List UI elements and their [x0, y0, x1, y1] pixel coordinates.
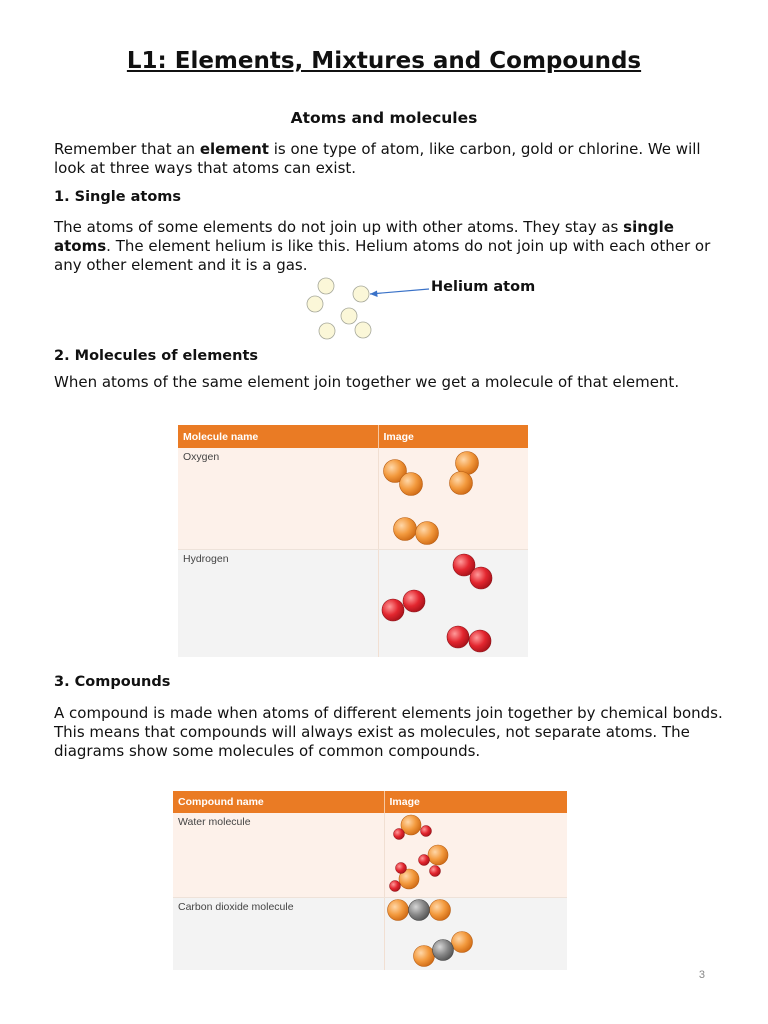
- table-cell-name: Hydrogen: [178, 549, 378, 657]
- hydrogen-atom: [419, 855, 430, 866]
- hydrogen-atom: [421, 826, 432, 837]
- pointer-arrow: [370, 289, 429, 294]
- hydrogen-atom: [403, 590, 425, 612]
- column-header: Compound name: [173, 791, 384, 813]
- compound-molecules-diagram: [385, 813, 465, 973]
- hydrogen-atom: [396, 863, 407, 874]
- compounds-heading: 3. Compounds: [54, 674, 171, 690]
- oxygen-atom: [388, 900, 409, 921]
- table-cell-name: Oxygen: [178, 448, 378, 549]
- hydrogen-atom: [382, 599, 404, 621]
- hydrogen-atom: [469, 630, 491, 652]
- column-header: Molecule name: [178, 425, 378, 448]
- oxygen-atom: [430, 900, 451, 921]
- compounds-table: [173, 791, 567, 970]
- column-header: Image: [384, 791, 567, 813]
- oxygen-atom: [428, 845, 448, 865]
- hydrogen-atom: [394, 829, 405, 840]
- element-molecules-diagram: [378, 448, 528, 658]
- molecules-heading: 2. Molecules of elements: [54, 348, 259, 364]
- single-atoms-heading: 1. Single atoms: [54, 189, 182, 205]
- helium-atoms-diagram: [300, 274, 440, 344]
- oxygen-atom: [450, 472, 473, 495]
- page-number: 3: [698, 969, 705, 981]
- oxygen-atom: [414, 946, 435, 967]
- helium-atom: [319, 323, 335, 339]
- carbon-dioxide-molecule: [388, 900, 451, 921]
- oxygen-atom: [394, 518, 417, 541]
- section-subtitle: Atoms and molecules: [290, 109, 478, 127]
- page-title: L1: Elements, Mixtures and Compounds: [126, 48, 642, 74]
- molecules-paragraph: When atoms of the same element join together we get a molecule of that element.: [54, 373, 680, 391]
- arrow-head-icon: [370, 291, 378, 298]
- hydrogen-atom: [430, 866, 441, 877]
- single-atoms-paragraph: The atoms of some elements do not join up with other atoms. They stay as single atoms. The element helium is like this. Helium atoms do not join up with each other or any other element and it is a gas.: [54, 218, 711, 274]
- oxygen-atom: [456, 452, 479, 475]
- helium-atom: [318, 278, 334, 294]
- helium-atom: [355, 322, 371, 338]
- water-molecule: [419, 845, 449, 877]
- water-molecule: [394, 815, 432, 840]
- table-cell-name: Water molecule: [173, 813, 384, 897]
- carbon-dioxide-molecule: [414, 932, 473, 967]
- hydrogen-atom: [390, 881, 401, 892]
- helium-atom-label: Helium atom: [431, 279, 536, 295]
- column-header: Image: [378, 425, 528, 448]
- carbon-atom: [409, 900, 430, 921]
- water-molecule: [390, 863, 420, 892]
- compounds-paragraph: A compound is made when atoms of different elements join together by chemical bonds. This means that compounds will always exist as molecules, not separate atoms. The diagrams show some molecules of common compounds.: [54, 704, 723, 760]
- helium-atom: [307, 296, 323, 312]
- oxygen-atom: [452, 932, 473, 953]
- helium-atom: [341, 308, 357, 324]
- helium-atom: [353, 286, 369, 302]
- table-cell-name: Carbon dioxide molecule: [173, 897, 384, 970]
- intro-paragraph: Remember that an element is one type of atom, like carbon, gold or chlorine. We will look at three ways that atoms can exist.: [54, 140, 701, 177]
- hydrogen-atom: [470, 567, 492, 589]
- oxygen-atom: [416, 522, 439, 545]
- oxygen-atom: [400, 473, 423, 496]
- carbon-atom: [433, 940, 454, 961]
- hydrogen-atom: [447, 626, 469, 648]
